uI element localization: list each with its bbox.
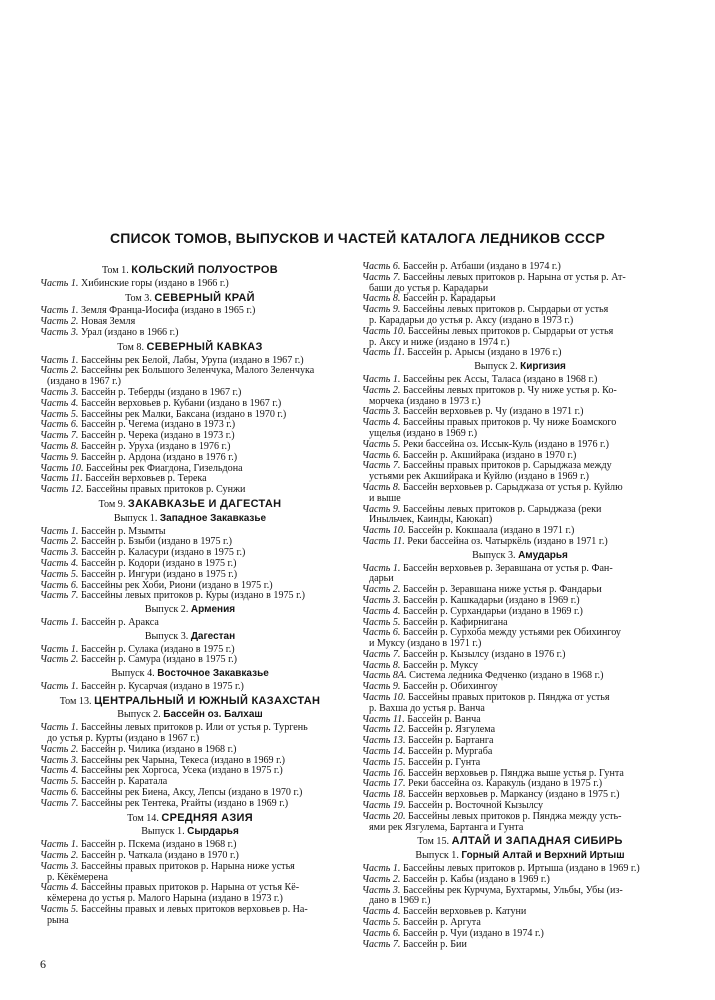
- part-label: Часть 9.: [40, 451, 79, 463]
- entry-text: Система ледника Федченко (издано в 1968 г.): [409, 670, 604, 682]
- catalog-entry: [362, 327, 678, 338]
- entry-text: Урал (издано в 1966 г.): [81, 326, 179, 338]
- catalog-entry: [362, 386, 678, 397]
- catalog-entry: [40, 655, 340, 666]
- entry-text: Бассейны левых притоков р. Сырдарьи от устья: [408, 325, 614, 337]
- volume-name: СЕВЕРНЫЙ КРАЙ: [154, 291, 255, 304]
- part-label: Часть 11.: [362, 535, 405, 547]
- entry-text: Реки бассейна оз. Чатыркёль (издано в 1971 г.): [407, 535, 608, 547]
- entry-text: Бассейн р. Черека (издано в 1973 г.): [81, 430, 235, 442]
- volume-number: Том 13.: [59, 695, 92, 707]
- issue-name: Сырдарья: [187, 826, 239, 838]
- entry-text: Бассейны рек Тентека, Рғайты (издано в 1969 г.): [81, 797, 289, 809]
- entry-text: Бассейны рек Курчума, Бухтармы, Ульбы, Убы (из-: [403, 884, 623, 896]
- catalog-entry: [362, 537, 678, 548]
- catalog-entry: [362, 564, 678, 575]
- part-label: Часть 2.: [40, 850, 79, 862]
- part-label: Часть 9.: [362, 304, 401, 316]
- part-label: Часть 10.: [362, 692, 406, 704]
- issue-heading: [40, 632, 340, 643]
- entry-text: Бассейн р. Сурхоба между устьями рек Обихингоу: [403, 627, 621, 639]
- entry-text: Бассейн р. Бии: [403, 938, 467, 950]
- part-label: Часть 10.: [362, 325, 406, 337]
- entry-text: Бассейн р. Бзыби (издано в 1975 г.): [81, 536, 232, 548]
- volume-number: Том 9.: [98, 498, 126, 510]
- volume-number: Том 14.: [127, 812, 159, 824]
- entry-continuation: и выше: [369, 492, 401, 504]
- entry-continuation: (издано в 1967 г.): [47, 376, 122, 388]
- entry-text: Хибинские горы (издано в 1966 г.): [81, 277, 229, 289]
- part-label: Часть 1.: [40, 277, 79, 289]
- entry-text: Бассейн верховьев р. Катуни: [403, 906, 527, 918]
- part-label: Часть 10.: [362, 525, 406, 537]
- issue-number: Выпуск 3.: [144, 630, 189, 642]
- entry-text: Бассейн р. Каласури (издано в 1975 г.): [81, 547, 246, 559]
- issue-heading: [362, 851, 678, 862]
- issue-number: Выпуск 2.: [144, 604, 189, 616]
- part-label: Часть 1.: [40, 354, 79, 366]
- issue-name: Восточное Закавказье: [157, 668, 269, 680]
- entry-text: Бассейн верховьев р. Терека: [85, 473, 207, 485]
- entry-text: Бассейны левых притоков р. Или от устья р. Тургень: [81, 722, 308, 734]
- part-label: Часть 7.: [362, 648, 401, 660]
- part-label: Часть 16.: [362, 767, 406, 779]
- entry-text: Бассейн р. Кызылсу (издано в 1976 г.): [403, 648, 566, 660]
- entry-text: Бассейн р. Уруха (издано в 1976 г.): [81, 440, 231, 452]
- part-label: Часть 4.: [40, 557, 79, 569]
- right-column: [362, 262, 678, 950]
- entry-text: Бассейн р. Бартанга: [408, 735, 494, 747]
- entry-text: Бассейн верховьев р. Зеравшана от устья р. Фан-: [403, 562, 613, 574]
- part-label: Часть 18.: [362, 789, 406, 801]
- catalog-entry: [362, 940, 678, 951]
- issue-name: Горный Алтай и Верхний Иртыш: [461, 850, 625, 862]
- part-label: Часть 4.: [362, 906, 401, 918]
- part-label: Часть 11.: [362, 347, 405, 359]
- issue-number: Выпуск 4.: [111, 668, 155, 680]
- part-label: Часть 17.: [362, 778, 406, 790]
- entry-continuation: р. Вахша до устья р. Ванча: [369, 702, 485, 714]
- entry-continuation: кёмерена до устья р. Малого Нарына (издано в 1973 г.): [47, 893, 283, 905]
- part-label: Часть 8А.: [362, 670, 407, 682]
- volume-heading: [40, 342, 340, 354]
- part-label: Часть 6.: [362, 449, 401, 461]
- entry-text: Бассейн верховьев р. Пянджа выше устья р. Гунта: [408, 767, 624, 779]
- volume-number: Том 3.: [125, 292, 152, 304]
- part-label: Часть 6.: [362, 927, 401, 939]
- entry-continuation: ущелья (издано в 1969 г.): [369, 427, 478, 439]
- entry-text: Бассейн верховьев р. Маркансу (издано в 1975 г.): [408, 789, 620, 801]
- part-label: Часть 5.: [40, 904, 79, 916]
- part-label: Часть 4.: [40, 765, 79, 777]
- entry-text: Бассейны рек Ассы, Таласа (издано в 1968 г.): [403, 373, 598, 385]
- entry-text: Бассейн р. Самура (издано в 1975 г.): [81, 654, 237, 666]
- entry-continuation: рына: [47, 914, 69, 926]
- entry-text: Реки бассейна оз. Иссык-Куль (издано в 1976 г.): [403, 438, 609, 450]
- volume-number: Том 15.: [417, 836, 450, 848]
- part-label: Часть 3.: [40, 754, 79, 766]
- part-label: Часть 8.: [362, 481, 401, 493]
- entry-text: Бассейн р. Чуи (издано в 1974 г.): [403, 927, 544, 939]
- entry-text: Бассейны правых притоков р. Нарына от устья Кё-: [81, 882, 300, 894]
- issue-heading: [40, 669, 340, 680]
- volume-number: Том 1.: [102, 265, 129, 276]
- part-label: Часть 11.: [362, 713, 405, 725]
- page-number: 6: [40, 957, 46, 971]
- part-label: Часть 13.: [362, 735, 406, 747]
- entry-text: Бассейн р. Чегема (издано в 1973 г.): [81, 419, 236, 431]
- part-label: Часть 3.: [40, 386, 79, 398]
- part-label: Часть 1.: [362, 373, 401, 385]
- part-label: Часть 5.: [40, 776, 79, 788]
- part-label: Часть 2.: [362, 584, 401, 596]
- part-label: Часть 5.: [40, 568, 79, 580]
- entry-text: Бассейн р. Кафирнигана: [403, 616, 508, 628]
- entry-text: Бассейн р. Ингури (издано в 1975 г.): [81, 568, 238, 580]
- issue-heading: [362, 551, 678, 562]
- entry-text: Бассейн р. Сурхандарьи (издано в 1969 г.): [403, 605, 583, 617]
- catalog-entry: [40, 279, 340, 290]
- entry-text: Бассейны правых притоков р. Нарына ниже устья: [81, 860, 295, 872]
- entry-text: Бассейн р. Чаткала (издано в 1970 г.): [81, 850, 239, 862]
- part-label: Часть 4.: [362, 605, 401, 617]
- entry-text: Бассейны рек Малки, Баксана (издано в 1970 г.): [81, 408, 287, 420]
- left-column: [40, 262, 340, 927]
- part-label: Часть 3.: [362, 884, 401, 896]
- issue-heading: [362, 362, 678, 373]
- catalog-entry: [40, 591, 340, 602]
- part-label: Часть 10.: [40, 462, 84, 474]
- entry-text: Бассейн р. Сулака (издано в 1975 г.): [81, 643, 235, 655]
- part-label: Часть 2.: [40, 743, 79, 755]
- part-label: Часть 3.: [40, 547, 79, 559]
- issue-number: Выпуск 2.: [474, 361, 518, 373]
- volume-number: Том 8.: [117, 341, 144, 353]
- entry-text: Новая Земля: [81, 316, 136, 328]
- part-label: Часть 6.: [40, 419, 79, 431]
- part-label: Часть 3.: [362, 406, 401, 418]
- entry-text: Бассейн р. Кодори (издано в 1975 г.): [81, 557, 237, 569]
- volume-name: СЕВЕРНЫЙ КАВКАЗ: [146, 340, 263, 353]
- part-label: Часть 15.: [362, 756, 406, 768]
- entry-continuation: ями рек Язгулема, Бартанга и Гунта: [369, 821, 524, 833]
- part-label: Часть 8.: [362, 659, 401, 671]
- entry-text: Бассейн р. Обихингоу: [403, 681, 498, 693]
- entry-text: Бассейн р. Мзымты: [81, 525, 166, 537]
- catalog-entry: [362, 483, 678, 494]
- entry-text: Бассейны левых притоков р. Куры (издано в 1975 г.): [81, 590, 305, 602]
- issue-number: Выпуск 2.: [117, 709, 161, 721]
- entry-text: Бассейн р. Аргута: [403, 917, 481, 929]
- entry-text: Бассейны правых притоков р. Сунжи: [86, 484, 246, 496]
- part-label: Часть 1.: [40, 680, 79, 692]
- part-label: Часть 9.: [362, 503, 401, 515]
- entry-text: Бассейн р. Гунта: [408, 756, 481, 768]
- part-label: Часть 8.: [362, 293, 401, 305]
- part-label: Часть 2.: [40, 654, 79, 666]
- catalog-entry: [40, 682, 340, 693]
- part-label: Часть 2.: [362, 384, 401, 396]
- part-label: Часть 1.: [40, 525, 79, 537]
- entry-text: Бассейны рек Белой, Лабы, Урупа (издано в 1967 г.): [81, 354, 304, 366]
- entry-text: Бассейн р. Атбаши (издано в 1974 г.): [403, 261, 561, 272]
- entry-continuation: морчека (издано в 1973 г.): [369, 395, 481, 407]
- entry-text: Бассейны левых притоков р. Чу ниже устья р. Ко-: [403, 384, 617, 396]
- issue-number: Выпуск 3.: [472, 549, 516, 561]
- catalog-entry: [40, 328, 340, 339]
- catalog-entry: [40, 618, 340, 629]
- entry-text: Бассейны рек Хоргоса, Усека (издано в 1975 г.): [81, 765, 283, 777]
- catalog-entry: [40, 799, 340, 810]
- catalog-entry: [362, 273, 678, 284]
- part-label: Часть 2.: [40, 536, 79, 548]
- issue-heading: [40, 514, 340, 525]
- part-label: Часть 1.: [362, 863, 401, 875]
- entry-text: Реки бассейна оз. Каракуль (издано в 1975 г.): [408, 778, 603, 790]
- page-title: СПИСОК ТОМОВ, ВЫПУСКОВ И ЧАСТЕЙ КАТАЛОГА ЛЕДНИКОВ СССР: [109, 230, 606, 246]
- entry-continuation: до устья р. Курты (издано в 1967 г.): [47, 733, 200, 745]
- entry-text: Бассейн р. Мургаба: [408, 746, 493, 758]
- entry-text: Бассейны левых притоков р. Сырдарьи от устья: [403, 304, 609, 316]
- volume-heading: [362, 836, 678, 848]
- issue-name: Западное Закавказье: [159, 512, 267, 524]
- entry-text: Бассейн верховьев р. Сарыджаза от устья р. Куйлю: [403, 481, 623, 493]
- issue-heading: [40, 710, 340, 721]
- entry-text: Бассейн р. Каратала: [81, 776, 168, 788]
- entry-text: Бассейн р. Аракса: [81, 616, 159, 628]
- part-label: Часть 2.: [40, 365, 79, 377]
- part-label: Часть 20.: [362, 810, 406, 822]
- part-label: Часть 7.: [362, 460, 401, 472]
- part-label: Часть 6.: [362, 261, 401, 272]
- part-label: Часть 11.: [40, 473, 83, 485]
- issue-number: Выпуск 1.: [415, 850, 459, 862]
- entry-continuation: дано в 1969 г.): [369, 895, 431, 907]
- part-label: Часть 6.: [40, 787, 79, 799]
- issue-name: Дагестан: [190, 630, 236, 642]
- part-label: Часть 6.: [362, 627, 401, 639]
- entry-text: Бассейн р. Восточной Кызылсу: [408, 800, 544, 812]
- part-label: Часть 1.: [40, 616, 79, 628]
- entry-text: Бассейн верховьев р. Кубани (издано в 1967 г.): [81, 397, 282, 409]
- part-label: Часть 2.: [40, 316, 79, 328]
- entry-text: Бассейны правых притоков р. Сарыджаза между: [403, 460, 612, 472]
- entry-text: Бассейн р. Кусарчая (издано в 1975 г.): [81, 680, 244, 692]
- part-label: Часть 6.: [40, 579, 79, 591]
- part-label: Часть 5.: [362, 438, 401, 450]
- entry-continuation: и Муксу (издано в 1971 г.): [369, 638, 482, 650]
- volume-name: СРЕДНЯЯ АЗИЯ: [161, 811, 253, 824]
- entry-text: Бассейны рек Чарына, Текеса (издано в 1969 г.): [81, 754, 285, 766]
- part-label: Часть 7.: [362, 271, 401, 283]
- entry-text: Бассейны левых притоков р. Иртыша (издано в 1969 г.): [403, 863, 640, 875]
- volume-heading: [40, 696, 340, 708]
- volume-name: АЛТАЙ И ЗАПАДНАЯ СИБИРЬ: [451, 835, 623, 848]
- entry-text: Бассейны правых притоков р. Пянджа от устья: [408, 692, 610, 704]
- entry-continuation: устьями рек Акшийрака и Куйлю (издано в 1969 г.): [369, 471, 589, 483]
- part-label: Часть 12.: [362, 724, 406, 736]
- part-label: Часть 12.: [40, 484, 84, 496]
- part-label: Часть 7.: [40, 430, 79, 442]
- entry-text: Бассейны рек Большого Зеленчука, Малого Зеленчука: [81, 365, 315, 377]
- issue-name: Амударья: [518, 549, 568, 561]
- entry-text: Бассейн р. Чилика (издано в 1968 г.): [81, 743, 237, 755]
- part-label: Часть 7.: [40, 797, 79, 809]
- issue-number: Выпуск 1.: [141, 826, 185, 838]
- entry-text: Бассейны рек Фиагдона, Гизельдона: [86, 462, 243, 474]
- part-label: Часть 1.: [40, 305, 79, 317]
- part-label: Часть 19.: [362, 800, 406, 812]
- entry-text: Бассейны правых притоков р. Чу ниже Боамского: [403, 417, 617, 429]
- volume-name: КОЛЬСКИЙ ПОЛУОСТРОВ: [131, 264, 278, 276]
- entry-text: Бассейн р. Теберды (издано в 1967 г.): [81, 386, 242, 398]
- part-label: Часть 2.: [362, 873, 401, 885]
- catalog-entry: [40, 485, 340, 496]
- entry-text: Бассейн р. Кокшаала (издано в 1971 г.): [408, 525, 575, 537]
- volume-heading: [40, 499, 340, 511]
- entry-text: Бассейн р. Арысы (издано в 1976 г.): [407, 347, 562, 359]
- part-label: Часть 5.: [40, 408, 79, 420]
- entry-text: Бассейн р. Кабы (издано в 1969 г.): [403, 873, 550, 885]
- entry-text: Бассейны левых притоков р. Сарыджаза (реки: [403, 503, 602, 515]
- part-label: Часть 1.: [40, 839, 79, 851]
- catalog-entry: [40, 905, 340, 916]
- entry-text: Бассейны левых притоков р. Нарына от устья р. Ат-: [403, 271, 626, 283]
- volume-heading: [40, 293, 340, 305]
- issue-number: Выпуск 1.: [113, 512, 158, 524]
- entry-text: Бассейн р. Ванча: [407, 713, 481, 725]
- entry-continuation: дарьи: [369, 573, 394, 585]
- entry-continuation: Иныльчек, Каинды, Каюкап): [369, 514, 493, 526]
- part-label: Часть 4.: [40, 397, 79, 409]
- entry-text: Бассейн р. Пскема (издано в 1968 г.): [81, 839, 237, 851]
- entry-continuation: р. Аксу и ниже (издано в 1974 г.): [369, 336, 510, 348]
- part-label: Часть 1.: [362, 562, 401, 574]
- entry-text: Бассейн р. Муксу: [403, 659, 479, 671]
- volume-heading: [40, 813, 340, 825]
- catalog-entry: [362, 348, 678, 359]
- part-label: Часть 14.: [362, 746, 406, 758]
- issue-name: Бассейн оз. Балхаш: [163, 709, 263, 721]
- entry-text: Бассейн р. Язгулема: [408, 724, 496, 736]
- part-label: Часть 3.: [362, 594, 401, 606]
- entry-text: Бассейн р. Зеравшана ниже устья р. Фандарьи: [403, 584, 602, 596]
- issue-name: Киргизия: [520, 361, 566, 373]
- entry-text: Бассейны правых и левых притоков верховьев р. На-: [81, 904, 308, 916]
- entry-text: Бассейны рек Хоби, Риони (издано в 1975 г.): [81, 579, 273, 591]
- part-label: Часть 7.: [362, 938, 401, 950]
- volume-name: ЗАКАВКАЗЬЕ И ДАГЕСТАН: [127, 497, 282, 510]
- issue-heading: [40, 827, 340, 838]
- entry-text: Бассейн р. Ардона (издано в 1976 г.): [81, 451, 238, 463]
- part-label: Часть 1.: [40, 643, 79, 655]
- part-label: Часть 1.: [40, 722, 79, 734]
- issue-name: Армения: [190, 604, 236, 616]
- part-label: Часть 8.: [40, 440, 79, 452]
- volume-name: ЦЕНТРАЛЬНЫЙ И ЮЖНЫЙ КАЗАХСТАН: [94, 694, 321, 707]
- part-label: Часть 4.: [362, 417, 401, 429]
- entry-text: Бассейн р. Акшийрака (издано в 1970 г.): [403, 449, 577, 461]
- part-label: Часть 5.: [362, 917, 401, 929]
- entry-text: Бассейны левых притоков р. Пянджа между усть-: [408, 810, 622, 822]
- entry-text: Бассейн р. Карадарьи: [403, 293, 496, 305]
- part-label: Часть 3.: [40, 860, 79, 872]
- volume-heading: [40, 265, 340, 277]
- issue-heading: [40, 605, 340, 616]
- part-label: Часть 3.: [40, 326, 79, 338]
- part-label: Часть 4.: [40, 882, 79, 894]
- entry-text: Бассейны рек Биена, Аксу, Лепсы (издано в 1970 г.): [81, 787, 303, 799]
- part-label: Часть 5.: [362, 616, 401, 628]
- entry-text: Земля Франца-Иосифа (издано в 1965 г.): [81, 305, 256, 317]
- entry-text: Бассейн р. Кашкадарьи (издано в 1969 г.): [403, 594, 580, 606]
- entry-continuation: р. Кёкёмерена: [47, 871, 108, 883]
- part-label: Часть 9.: [362, 681, 401, 693]
- entry-continuation: баши до устья р. Карадарьи: [369, 282, 489, 294]
- entry-text: Бассейн верховьев р. Чу (издано в 1971 г.): [403, 406, 584, 418]
- entry-continuation: р. Карадарьи до устья р. Аксу (издано в 1973 г.): [369, 314, 574, 326]
- part-label: Часть 7.: [40, 590, 79, 602]
